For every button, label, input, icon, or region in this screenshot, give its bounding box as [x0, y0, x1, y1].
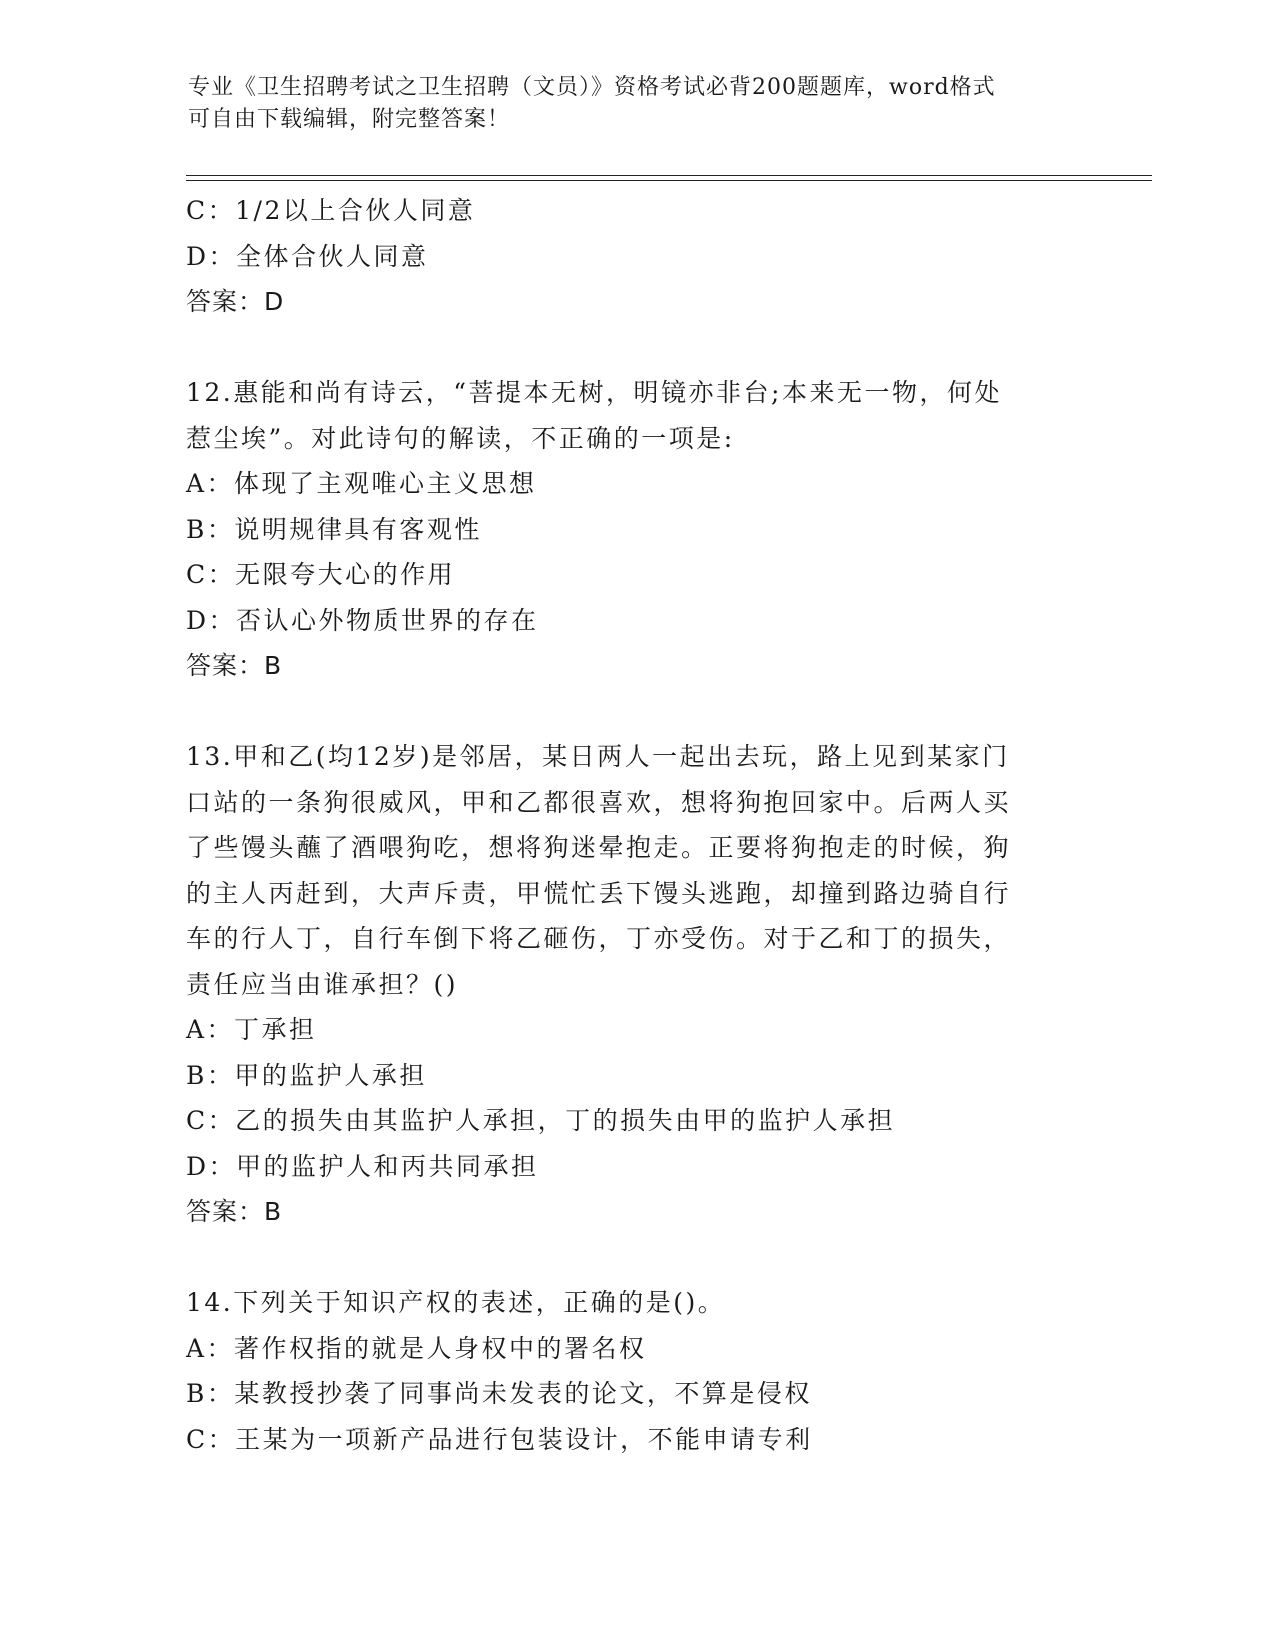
header-divider-bottom: [186, 180, 1152, 181]
question-14: [186, 1280, 1086, 1462]
question-stem: 的主人丙赶到，大声斥责，甲慌忙丢下馒头逃跑，却撞到路边骑自行: [186, 878, 1012, 908]
option-c: C：无限夸大心的作用: [186, 560, 456, 589]
option-d: D：否认心外物质世界的存在: [186, 605, 539, 635]
answer-line: 答案：B: [186, 1197, 283, 1226]
option-b: B：说明规律具有客观性: [186, 514, 482, 544]
question-stem: 惹尘埃”。对此诗句的解读，不正确的一项是:: [186, 423, 735, 453]
header-title-line1: 专业《卫生招聘考试之卫生招聘（文员）》资格考试必背200题题库，word格式: [188, 75, 996, 100]
question-list: [186, 188, 1086, 1462]
option-d: D：全体合伙人同意: [186, 241, 429, 271]
option-b: B：甲的监护人承担: [186, 1060, 427, 1090]
question-13: [186, 734, 1086, 1235]
header-divider-top: [186, 175, 1152, 176]
question-stem: 口站的一条狗很威风，甲和乙都很喜欢，想将狗抱回家中。后两人买: [186, 787, 1012, 817]
question-11: [186, 188, 1086, 325]
option-b: B：某教授抄袭了同事尚未发表的论文，不算是侵权: [186, 1379, 812, 1408]
option-a: A：体现了主观唯心主义思想: [186, 469, 537, 498]
option-c: C：1/2以上合伙人同意: [186, 196, 476, 225]
question-12: [186, 370, 1086, 689]
option-c: C：乙的损失由其监护人承担，丁的损失由甲的监护人承担: [186, 1106, 896, 1135]
question-stem: 13.甲和乙(均12岁)是邻居，某日两人一起出去玩，路上见到某家门: [186, 742, 1010, 771]
question-stem: 车的行人丁，自行车倒下将乙砸伤，丁亦受伤。对于乙和丁的损失，: [186, 924, 1012, 953]
answer-line: 答案：B: [186, 651, 283, 680]
option-d: D：甲的监护人和丙共同承担: [186, 1151, 539, 1181]
answer-line: 答案：D: [186, 287, 285, 316]
spacer: [186, 689, 1086, 735]
option-c: C：王某为一项新产品进行包装设计，不能申请专利: [186, 1424, 813, 1454]
spacer: [186, 325, 1086, 371]
spacer: [186, 1235, 1086, 1281]
question-stem: 12.惠能和尚有诗云，“菩提本无树，明镜亦非台;本来无一物，何处: [186, 378, 1002, 407]
document-header: [188, 72, 1068, 136]
question-stem: 了些馒头蘸了酒喂狗吃，想将狗迷晕抱走。正要将狗抱走的时候，狗: [186, 833, 1012, 862]
question-stem: 14.下列关于知识产权的表述，正确的是()。: [186, 1288, 726, 1317]
option-a: A：著作权指的就是人身权中的署名权: [186, 1333, 647, 1363]
question-stem: 责任应当由谁承担？(): [186, 969, 459, 999]
header-title-line2: 可自由下载编辑，附完整答案！: [188, 107, 511, 132]
option-a: A：丁承担: [186, 1015, 317, 1044]
